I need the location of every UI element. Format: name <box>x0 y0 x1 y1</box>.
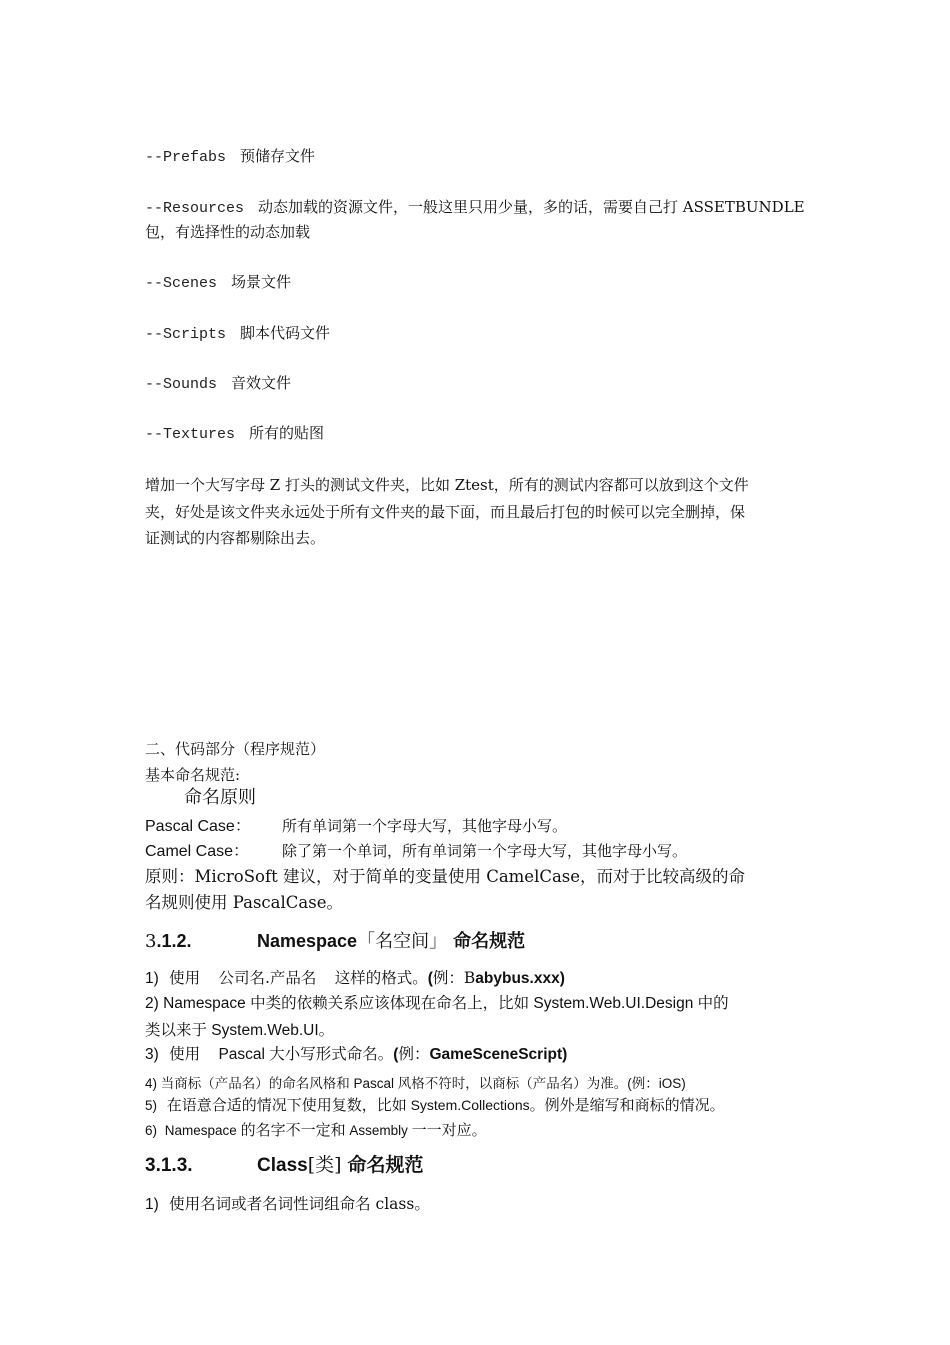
folder-item-resources <box>145 196 805 217</box>
heading-num-b: .1.2. <box>156 931 192 951</box>
item-text: 使用 <box>169 969 201 987</box>
folder-desc: 脚本代码文件 <box>240 324 331 342</box>
folder-name: --Resources <box>145 200 245 217</box>
item-text: Pascal 大小写形式命名。 <box>218 1046 394 1063</box>
rule-line1: 原则：MicroSoft 建议，对于简单的变量使用 CamelCase，而对于比较高级的命 <box>145 867 746 886</box>
folder-item-prefabs <box>145 145 315 166</box>
camel-case-line <box>145 838 687 861</box>
ns-item-3 <box>145 1042 567 1064</box>
folder-desc: 音效文件 <box>231 374 292 392</box>
heading-num-a: 3 <box>145 931 157 952</box>
folder-name: --Textures <box>145 426 236 443</box>
folder-name: --Sounds <box>145 376 218 393</box>
item-text: abybus.xxx) <box>475 970 565 987</box>
item-text: 例： <box>398 1045 430 1063</box>
heading-title-cjk: 「名空间」 <box>357 931 448 952</box>
folder-desc: 场景文件 <box>231 273 292 291</box>
item-number: 1) <box>145 1196 159 1213</box>
item-text: System.Collections <box>410 1097 530 1113</box>
camel-desc: 除了第一个单词，所有单词第一个字母大写，其他字母小写。 <box>282 842 688 860</box>
heading-title-cjk: [类] <box>307 1154 342 1176</box>
item-text: Assembly <box>349 1123 408 1138</box>
item-text: 例：B <box>432 969 476 987</box>
item-number: 1) <box>145 970 159 987</box>
folder-item-resources-continued: 包，有选择性的动态加载 <box>145 223 311 241</box>
item-text: GameSceneScript) <box>429 1046 568 1063</box>
heading-title-b: 命名规范 <box>347 1155 424 1176</box>
folder-item-textures <box>145 422 324 443</box>
section-subtitle: 基本命名规范: <box>145 766 241 784</box>
camel-label: Camel Case： <box>145 843 250 860</box>
folder-name: --Prefabs <box>145 149 227 166</box>
item-text: 的名字不一定和 <box>240 1121 346 1139</box>
item-text: 使用 <box>169 1045 201 1063</box>
folder-desc: 动态加载的资源文件，一般这里只用少量，多的话，需要自己打 ASSETBUNDLE <box>258 198 805 216</box>
item-text: 使用名词或者名词性词组命名 class。 <box>169 1195 430 1213</box>
heading-3-1-2 <box>145 927 525 953</box>
rule-line2: 名规则使用 PascalCase。 <box>145 893 343 912</box>
ztest-paragraph-line1: 增加一个大写字母 Z 打头的测试文件夹，比如 Ztest，所有的测试内容都可以放到这个文件 <box>145 476 749 494</box>
heading-title-b: 命名规范 <box>453 931 526 951</box>
ns-item-2-line1: 2) Namespace 中类的依赖关系应该体现在命名上，比如 System.Web.UI.Design 中的 <box>145 995 729 1012</box>
folder-item-sounds <box>145 372 291 393</box>
item-text: 。例外是缩写和商标的情况。 <box>529 1096 725 1114</box>
pascal-case-line <box>145 813 567 836</box>
heading-title-a: Class <box>257 1155 308 1176</box>
item-text: ( <box>393 1046 399 1063</box>
ns-item-6 <box>145 1119 487 1140</box>
ns-item-4: 4) 当商标（产品名）的命名风格和 Pascal 风格不符时，以商标（产品名）为准。(例：iOS) <box>145 1076 686 1091</box>
ns-item-1 <box>145 966 565 988</box>
item-number: 6) <box>145 1123 158 1138</box>
heading-num: 3.1.3. <box>145 1155 193 1176</box>
ztest-paragraph-line3: 证测试的内容都剔除出去。 <box>145 529 326 547</box>
folder-desc: 所有的贴图 <box>249 424 325 442</box>
pascal-label: Pascal Case： <box>145 818 251 835</box>
ns-item-2-line2: 类以来于 System.Web.UI。 <box>145 1022 335 1039</box>
item-number: 5) <box>145 1098 158 1113</box>
item-text: ( <box>427 970 433 987</box>
item-text: 在语意合适的情况下使用复数，比如 <box>166 1096 407 1114</box>
folder-item-scenes <box>145 271 291 292</box>
pascal-desc: 所有单词第一个字母大写，其他字母小写。 <box>282 817 568 835</box>
class-item-1 <box>145 1192 430 1214</box>
folder-name: --Scenes <box>145 275 218 292</box>
folder-name: --Scripts <box>145 326 227 343</box>
folder-item-scripts <box>145 322 330 343</box>
item-text: Namespace <box>164 1123 237 1138</box>
item-text: 公司名.产品名 <box>218 969 317 987</box>
ztest-paragraph-line2: 夹，好处是该文件夹永远处于所有文件夹的最下面，而且最后打包的时候可以完全删掉，保 <box>145 503 746 521</box>
section-title: 二、代码部分（程序规范） <box>145 740 326 758</box>
item-number: 3) <box>145 1046 159 1063</box>
heading-title-a: Namespace <box>257 931 358 951</box>
ns-item-5 <box>145 1094 725 1115</box>
heading-3-1-3 <box>145 1150 424 1177</box>
principle-title: 命名原则 <box>184 787 256 808</box>
folder-desc: 预储存文件 <box>240 147 316 165</box>
item-text: 一一对应。 <box>411 1121 487 1139</box>
item-text: 这样的格式。 <box>334 969 428 987</box>
